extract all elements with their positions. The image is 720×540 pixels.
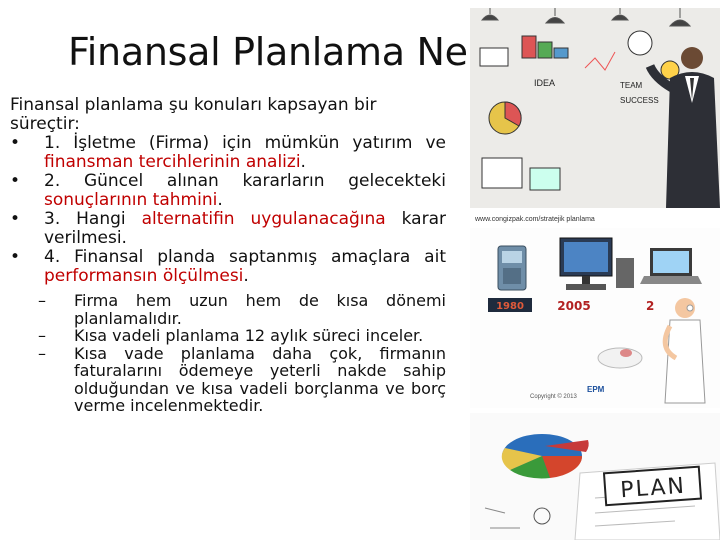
bullet-text-end: . [243,266,249,286]
bullet-text: 2. Güncel alınan kararların gelecekteki [44,171,446,191]
food-icon [620,349,632,357]
bullet-item [10,134,446,172]
bullet-marker: • [10,247,21,267]
bullet-text-end: . [300,152,306,172]
slide-body [10,96,446,415]
year-2005: 2005 [557,299,591,313]
intro-text: Finansal planlama şu konuları kapsayan bir süreçtir: [10,95,377,134]
plan-word: PLAN [619,473,687,504]
businessman-chalkboard-image [470,8,720,223]
planning-illustration [470,8,720,540]
bullet-highlight: finansman tercihlerinin analizi [44,152,301,172]
illustration-panel [470,8,720,540]
url-caption: www.congizpak.com/stratejik planlama [475,216,595,223]
dash-marker: – [38,343,46,363]
sub-bullet-list [10,292,446,415]
sub-bullet-item [10,345,446,415]
idea-label: IDEA [534,78,556,88]
bullet-item [10,210,446,248]
old-phone-icon [498,246,526,290]
bullet-marker: • [10,209,21,229]
bullet-item [10,248,446,286]
bullet-highlight: sonuçlarının tahmini [44,190,218,210]
team-label: TEAM [620,81,643,90]
epm-logo-text: EPM [587,385,605,394]
sub-bullet-text: Kısa vade planlama daha çok, firmanın faturalarını ödemeye yeterli nakde sahip olduğundan ve kısa vadeli borçlanma ve borç verme incelenmektedir. [74,343,446,415]
bullet-marker: • [10,133,21,153]
device-evolution-image [470,228,720,408]
dash-marker: – [38,326,46,345]
success-label: SUCCESS [620,96,659,105]
year-next: 2 [646,299,655,313]
bullet-item [10,172,446,210]
slide-title: Finansal Planlama Ne [68,30,468,74]
bullet-marker: • [10,171,21,191]
bullet-text: 1. İşletme (Firma) için mümkün yatırım ve [44,133,446,153]
dash-marker: – [38,291,46,310]
plan-pie-image [470,413,720,540]
bullet-highlight: alternatifin uygulanacağına [141,209,386,229]
sub-bullet-item [10,327,446,345]
bullet-text: 4. Finansal planda saptanmış amaçlara ait [44,247,446,267]
bullet-list [10,134,446,286]
sub-bullet-text: Firma hem uzun hem de kısa dönemi planlamalıdır. [74,291,446,328]
copyright-text: Copyright © 2013 [530,394,577,400]
sub-bullet-text: Kısa vadeli planlama 12 aylık süreci inceler. [74,326,424,345]
bullet-text-end: . [217,190,223,210]
bullet-highlight: performansın ölçülmesi [44,266,244,286]
sub-bullet-item [10,292,446,327]
dish-icon [598,348,642,368]
year-1980: 1980 [496,301,524,312]
bullet-text-end: karar verilmesi. [44,209,446,248]
bullet-text: 3. Hangi [44,209,142,229]
